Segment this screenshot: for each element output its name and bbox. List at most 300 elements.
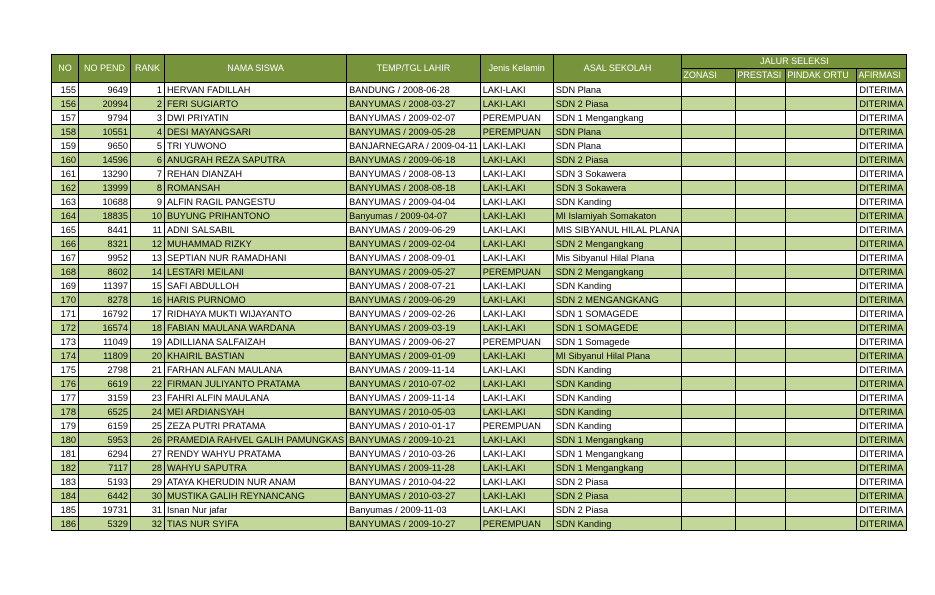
cell-rank: 4	[131, 125, 165, 139]
cell-no: 180	[52, 433, 79, 447]
cell-jenis-kelamin: LAKI-LAKI	[480, 461, 553, 475]
table-row	[52, 461, 907, 475]
cell-no: 162	[52, 181, 79, 195]
header-pindak-ortu: PINDAK ORTU	[786, 69, 857, 83]
cell-no: 166	[52, 237, 79, 251]
cell-temp-tgl-lahir: BANYUMAS / 2009-06-29	[347, 293, 481, 307]
cell-jenis-kelamin: LAKI-LAKI	[480, 363, 553, 377]
cell-zonasi	[682, 307, 736, 321]
cell-jenis-kelamin: LAKI-LAKI	[480, 83, 553, 97]
cell-no: 185	[52, 503, 79, 517]
cell-no-pend: 8441	[79, 223, 131, 237]
cell-jenis-kelamin: LAKI-LAKI	[480, 307, 553, 321]
cell-no: 183	[52, 475, 79, 489]
table-row	[52, 209, 907, 223]
cell-pindak-ortu	[786, 335, 857, 349]
cell-temp-tgl-lahir: BANYUMAS / 2010-07-02	[347, 377, 481, 391]
cell-pindak-ortu	[786, 153, 857, 167]
cell-asal-sekolah: MI Islamiyah Somakaton	[553, 209, 682, 223]
cell-afirmasi: DITERIMA	[857, 167, 907, 181]
cell-rank: 3	[131, 111, 165, 125]
cell-rank: 32	[131, 517, 165, 531]
table-row	[52, 405, 907, 419]
cell-temp-tgl-lahir: BANYUMAS / 2009-11-14	[347, 391, 481, 405]
cell-rank: 31	[131, 503, 165, 517]
cell-zonasi	[682, 503, 736, 517]
table-row	[52, 111, 907, 125]
cell-nama-siswa: ROMANSAH	[165, 181, 347, 195]
cell-no-pend: 5953	[79, 433, 131, 447]
cell-no-pend: 6159	[79, 419, 131, 433]
cell-temp-tgl-lahir: BANYUMAS / 2009-06-29	[347, 223, 481, 237]
cell-zonasi	[682, 321, 736, 335]
cell-jenis-kelamin: LAKI-LAKI	[480, 251, 553, 265]
cell-no-pend: 9649	[79, 83, 131, 97]
table-row	[52, 265, 907, 279]
cell-afirmasi: DITERIMA	[857, 349, 907, 363]
cell-afirmasi: DITERIMA	[857, 405, 907, 419]
cell-pindak-ortu	[786, 195, 857, 209]
cell-no: 181	[52, 447, 79, 461]
student-selection-table	[51, 54, 907, 531]
cell-pindak-ortu	[786, 83, 857, 97]
cell-temp-tgl-lahir: BANJARNEGARA / 2009-04-11	[347, 139, 481, 153]
cell-pindak-ortu	[786, 391, 857, 405]
cell-nama-siswa: DWI PRIYATIN	[165, 111, 347, 125]
cell-nama-siswa: REHAN DIANZAH	[165, 167, 347, 181]
cell-temp-tgl-lahir: BANDUNG / 2008-06-28	[347, 83, 481, 97]
cell-zonasi	[682, 167, 736, 181]
cell-pindak-ortu	[786, 349, 857, 363]
cell-no-pend: 5329	[79, 517, 131, 531]
cell-prestasi	[736, 181, 786, 195]
table-row	[52, 363, 907, 377]
table-row	[52, 335, 907, 349]
cell-temp-tgl-lahir: BANYUMAS / 2009-11-28	[347, 461, 481, 475]
cell-temp-tgl-lahir: BANYUMAS / 2010-05-03	[347, 405, 481, 419]
cell-jenis-kelamin: LAKI-LAKI	[480, 293, 553, 307]
cell-afirmasi: DITERIMA	[857, 111, 907, 125]
header-prestasi: PRESTASI	[736, 69, 786, 83]
cell-no-pend: 13999	[79, 181, 131, 195]
header-jenis-kelamin: Jenis Kelamin	[480, 55, 553, 83]
cell-zonasi	[682, 209, 736, 223]
cell-afirmasi: DITERIMA	[857, 517, 907, 531]
cell-no: 165	[52, 223, 79, 237]
cell-asal-sekolah: SDN 1 Somagede	[553, 335, 682, 349]
cell-nama-siswa: ZEZA PUTRI PRATAMA	[165, 419, 347, 433]
cell-zonasi	[682, 251, 736, 265]
cell-rank: 15	[131, 279, 165, 293]
cell-prestasi	[736, 83, 786, 97]
header-afirmasi: AFIRMASI	[857, 69, 907, 83]
cell-afirmasi: DITERIMA	[857, 489, 907, 503]
cell-pindak-ortu	[786, 111, 857, 125]
cell-jenis-kelamin: PEREMPUAN	[480, 111, 553, 125]
cell-asal-sekolah: SDN Kanding	[553, 279, 682, 293]
cell-rank: 20	[131, 349, 165, 363]
cell-no-pend: 10688	[79, 195, 131, 209]
cell-nama-siswa: DESI MAYANGSARI	[165, 125, 347, 139]
cell-zonasi	[682, 447, 736, 461]
cell-no-pend: 8278	[79, 293, 131, 307]
cell-pindak-ortu	[786, 517, 857, 531]
cell-no-pend: 3159	[79, 391, 131, 405]
cell-rank: 26	[131, 433, 165, 447]
cell-no: 168	[52, 265, 79, 279]
cell-afirmasi: DITERIMA	[857, 391, 907, 405]
cell-pindak-ortu	[786, 447, 857, 461]
header-jalur-seleksi: JALUR SELEKSI	[682, 55, 907, 69]
cell-no-pend: 9952	[79, 251, 131, 265]
cell-zonasi	[682, 517, 736, 531]
cell-prestasi	[736, 377, 786, 391]
cell-temp-tgl-lahir: BANYUMAS / 2008-03-27	[347, 97, 481, 111]
cell-pindak-ortu	[786, 223, 857, 237]
cell-rank: 28	[131, 461, 165, 475]
cell-pindak-ortu	[786, 363, 857, 377]
cell-prestasi	[736, 153, 786, 167]
cell-asal-sekolah: SDN Kanding	[553, 419, 682, 433]
table-row	[52, 321, 907, 335]
cell-jenis-kelamin: LAKI-LAKI	[480, 279, 553, 293]
cell-nama-siswa: ANUGRAH REZA SAPUTRA	[165, 153, 347, 167]
cell-jenis-kelamin: LAKI-LAKI	[480, 153, 553, 167]
cell-rank: 27	[131, 447, 165, 461]
cell-prestasi	[736, 419, 786, 433]
cell-no: 178	[52, 405, 79, 419]
cell-no-pend: 10551	[79, 125, 131, 139]
cell-prestasi	[736, 307, 786, 321]
cell-no: 160	[52, 153, 79, 167]
table-row	[52, 195, 907, 209]
cell-no: 174	[52, 349, 79, 363]
cell-asal-sekolah: SDN 1 SOMAGEDE	[553, 321, 682, 335]
cell-prestasi	[736, 461, 786, 475]
header-no-pend: NO PEND	[79, 55, 131, 83]
cell-rank: 1	[131, 83, 165, 97]
cell-no: 167	[52, 251, 79, 265]
cell-no-pend: 9794	[79, 111, 131, 125]
cell-zonasi	[682, 461, 736, 475]
cell-asal-sekolah: MI Sibyanul Hilal Plana	[553, 349, 682, 363]
table-row	[52, 223, 907, 237]
cell-nama-siswa: ATAYA KHERUDIN NUR ANAM	[165, 475, 347, 489]
table-row	[52, 293, 907, 307]
cell-temp-tgl-lahir: BANYUMAS / 2010-04-22	[347, 475, 481, 489]
cell-nama-siswa: FIRMAN JULIYANTO PRATAMA	[165, 377, 347, 391]
cell-prestasi	[736, 517, 786, 531]
cell-nama-siswa: MEI ARDIANSYAH	[165, 405, 347, 419]
cell-prestasi	[736, 265, 786, 279]
cell-no-pend: 6294	[79, 447, 131, 461]
cell-no: 184	[52, 489, 79, 503]
cell-nama-siswa: HARIS PURNOMO	[165, 293, 347, 307]
table-row	[52, 181, 907, 195]
cell-jenis-kelamin: LAKI-LAKI	[480, 97, 553, 111]
cell-afirmasi: DITERIMA	[857, 125, 907, 139]
cell-afirmasi: DITERIMA	[857, 181, 907, 195]
cell-jenis-kelamin: LAKI-LAKI	[480, 139, 553, 153]
cell-zonasi	[682, 405, 736, 419]
cell-afirmasi: DITERIMA	[857, 461, 907, 475]
cell-jenis-kelamin: LAKI-LAKI	[480, 321, 553, 335]
cell-nama-siswa: RIDHAYA MUKTI WIJAYANTO	[165, 307, 347, 321]
cell-nama-siswa: ALFIN RAGIL PANGESTU	[165, 195, 347, 209]
cell-zonasi	[682, 265, 736, 279]
cell-asal-sekolah: SDN Kanding	[553, 405, 682, 419]
cell-rank: 2	[131, 97, 165, 111]
cell-afirmasi: DITERIMA	[857, 209, 907, 223]
cell-rank: 23	[131, 391, 165, 405]
cell-asal-sekolah: SDN 2 Mengangkang	[553, 237, 682, 251]
cell-no-pend: 13290	[79, 167, 131, 181]
cell-jenis-kelamin: LAKI-LAKI	[480, 195, 553, 209]
header-nama-siswa: NAMA SISWA	[165, 55, 347, 83]
cell-no: 164	[52, 209, 79, 223]
table-row	[52, 251, 907, 265]
cell-no: 171	[52, 307, 79, 321]
cell-pindak-ortu	[786, 97, 857, 111]
cell-zonasi	[682, 237, 736, 251]
table-row	[52, 503, 907, 517]
cell-zonasi	[682, 377, 736, 391]
cell-temp-tgl-lahir: BANYUMAS / 2008-08-13	[347, 167, 481, 181]
cell-temp-tgl-lahir: BANYUMAS / 2010-03-26	[347, 447, 481, 461]
cell-afirmasi: DITERIMA	[857, 97, 907, 111]
cell-temp-tgl-lahir: BANYUMAS / 2009-10-21	[347, 433, 481, 447]
cell-asal-sekolah: SDN 2 Piasa	[553, 97, 682, 111]
cell-afirmasi: DITERIMA	[857, 447, 907, 461]
cell-no: 179	[52, 419, 79, 433]
cell-jenis-kelamin: LAKI-LAKI	[480, 503, 553, 517]
cell-zonasi	[682, 195, 736, 209]
cell-no-pend: 11809	[79, 349, 131, 363]
cell-temp-tgl-lahir: BANYUMAS / 2009-05-28	[347, 125, 481, 139]
cell-afirmasi: DITERIMA	[857, 503, 907, 517]
cell-nama-siswa: PRAMEDIA RAHVEL GALIH PAMUNGKAS	[165, 433, 347, 447]
table-row	[52, 97, 907, 111]
cell-no-pend: 18835	[79, 209, 131, 223]
cell-zonasi	[682, 433, 736, 447]
cell-afirmasi: DITERIMA	[857, 377, 907, 391]
cell-prestasi	[736, 349, 786, 363]
cell-jenis-kelamin: LAKI-LAKI	[480, 167, 553, 181]
cell-afirmasi: DITERIMA	[857, 475, 907, 489]
cell-prestasi	[736, 433, 786, 447]
cell-zonasi	[682, 223, 736, 237]
cell-no: 177	[52, 391, 79, 405]
cell-pindak-ortu	[786, 461, 857, 475]
cell-asal-sekolah: SDN Kanding	[553, 377, 682, 391]
cell-afirmasi: DITERIMA	[857, 153, 907, 167]
cell-jenis-kelamin: LAKI-LAKI	[480, 349, 553, 363]
cell-no: 158	[52, 125, 79, 139]
cell-rank: 16	[131, 293, 165, 307]
cell-nama-siswa: TRI YUWONO	[165, 139, 347, 153]
table-row	[52, 237, 907, 251]
cell-prestasi	[736, 475, 786, 489]
cell-rank: 18	[131, 321, 165, 335]
cell-no-pend: 20994	[79, 97, 131, 111]
cell-asal-sekolah: SDN 2 Piasa	[553, 503, 682, 517]
cell-prestasi	[736, 405, 786, 419]
cell-no-pend: 2798	[79, 363, 131, 377]
cell-no: 169	[52, 279, 79, 293]
cell-no-pend: 6619	[79, 377, 131, 391]
cell-afirmasi: DITERIMA	[857, 335, 907, 349]
cell-prestasi	[736, 125, 786, 139]
cell-zonasi	[682, 83, 736, 97]
cell-pindak-ortu	[786, 419, 857, 433]
cell-temp-tgl-lahir: BANYUMAS / 2008-08-18	[347, 181, 481, 195]
cell-pindak-ortu	[786, 279, 857, 293]
cell-asal-sekolah: SDN 2 Mengangkang	[553, 265, 682, 279]
cell-prestasi	[736, 363, 786, 377]
table-row	[52, 447, 907, 461]
cell-jenis-kelamin: LAKI-LAKI	[480, 181, 553, 195]
cell-temp-tgl-lahir: Banyumas / 2009-04-07	[347, 209, 481, 223]
header-rank: RANK	[131, 55, 165, 83]
cell-temp-tgl-lahir: BANYUMAS / 2008-07-21	[347, 279, 481, 293]
cell-zonasi	[682, 153, 736, 167]
cell-temp-tgl-lahir: Banyumas / 2009-11-03	[347, 503, 481, 517]
cell-zonasi	[682, 181, 736, 195]
cell-zonasi	[682, 279, 736, 293]
cell-no-pend: 8602	[79, 265, 131, 279]
cell-prestasi	[736, 503, 786, 517]
cell-temp-tgl-lahir: BANYUMAS / 2009-02-07	[347, 111, 481, 125]
cell-zonasi	[682, 293, 736, 307]
cell-temp-tgl-lahir: BANYUMAS / 2008-09-01	[347, 251, 481, 265]
cell-prestasi	[736, 195, 786, 209]
cell-jenis-kelamin: LAKI-LAKI	[480, 223, 553, 237]
cell-prestasi	[736, 321, 786, 335]
cell-asal-sekolah: SDN 2 Piasa	[553, 489, 682, 503]
cell-rank: 11	[131, 223, 165, 237]
cell-asal-sekolah: SDN Plana	[553, 125, 682, 139]
cell-zonasi	[682, 391, 736, 405]
cell-no-pend: 19731	[79, 503, 131, 517]
cell-temp-tgl-lahir: BANYUMAS / 2009-01-09	[347, 349, 481, 363]
cell-jenis-kelamin: LAKI-LAKI	[480, 377, 553, 391]
cell-asal-sekolah: SDN 1 SOMAGEDE	[553, 307, 682, 321]
cell-zonasi	[682, 125, 736, 139]
cell-nama-siswa: KHAIRIL BASTIAN	[165, 349, 347, 363]
cell-no: 175	[52, 363, 79, 377]
cell-nama-siswa: SAFI ABDULLOH	[165, 279, 347, 293]
cell-pindak-ortu	[786, 293, 857, 307]
cell-rank: 21	[131, 363, 165, 377]
cell-afirmasi: DITERIMA	[857, 83, 907, 97]
cell-no: 186	[52, 517, 79, 531]
cell-pindak-ortu	[786, 181, 857, 195]
cell-afirmasi: DITERIMA	[857, 195, 907, 209]
cell-no: 157	[52, 111, 79, 125]
cell-nama-siswa: LESTARI MEILANI	[165, 265, 347, 279]
cell-no-pend: 5193	[79, 475, 131, 489]
cell-jenis-kelamin: LAKI-LAKI	[480, 489, 553, 503]
cell-no: 176	[52, 377, 79, 391]
cell-prestasi	[736, 251, 786, 265]
cell-no-pend: 14596	[79, 153, 131, 167]
cell-jenis-kelamin: LAKI-LAKI	[480, 433, 553, 447]
cell-pindak-ortu	[786, 237, 857, 251]
cell-prestasi	[736, 293, 786, 307]
header-asal-sekolah: ASAL SEKOLAH	[553, 55, 682, 83]
cell-zonasi	[682, 489, 736, 503]
cell-temp-tgl-lahir: BANYUMAS / 2009-06-18	[347, 153, 481, 167]
cell-asal-sekolah: SDN Kanding	[553, 517, 682, 531]
cell-nama-siswa: FARHAN ALFAN MAULANA	[165, 363, 347, 377]
cell-asal-sekolah: SDN 2 Piasa	[553, 153, 682, 167]
cell-no-pend: 6525	[79, 405, 131, 419]
cell-asal-sekolah: SDN Kanding	[553, 391, 682, 405]
cell-rank: 22	[131, 377, 165, 391]
cell-rank: 13	[131, 251, 165, 265]
cell-prestasi	[736, 209, 786, 223]
table-row	[52, 125, 907, 139]
table-row	[52, 433, 907, 447]
cell-temp-tgl-lahir: BANYUMAS / 2009-05-27	[347, 265, 481, 279]
cell-afirmasi: DITERIMA	[857, 237, 907, 251]
header-zonasi: ZONASI	[682, 69, 736, 83]
cell-temp-tgl-lahir: BANYUMAS / 2009-10-27	[347, 517, 481, 531]
cell-asal-sekolah: SDN Kanding	[553, 363, 682, 377]
cell-no: 156	[52, 97, 79, 111]
cell-temp-tgl-lahir: BANYUMAS / 2009-04-04	[347, 195, 481, 209]
cell-temp-tgl-lahir: BANYUMAS / 2009-02-04	[347, 237, 481, 251]
cell-asal-sekolah: SDN 1 Mengangkang	[553, 433, 682, 447]
cell-pindak-ortu	[786, 377, 857, 391]
cell-no: 172	[52, 321, 79, 335]
cell-zonasi	[682, 335, 736, 349]
cell-jenis-kelamin: LAKI-LAKI	[480, 209, 553, 223]
cell-temp-tgl-lahir: BANYUMAS / 2009-02-26	[347, 307, 481, 321]
cell-rank: 12	[131, 237, 165, 251]
cell-afirmasi: DITERIMA	[857, 363, 907, 377]
cell-prestasi	[736, 97, 786, 111]
table-row	[52, 489, 907, 503]
cell-jenis-kelamin: LAKI-LAKI	[480, 475, 553, 489]
cell-pindak-ortu	[786, 209, 857, 223]
cell-prestasi	[736, 237, 786, 251]
cell-prestasi	[736, 391, 786, 405]
cell-prestasi	[736, 111, 786, 125]
cell-jenis-kelamin: PEREMPUAN	[480, 265, 553, 279]
cell-pindak-ortu	[786, 125, 857, 139]
cell-zonasi	[682, 363, 736, 377]
cell-asal-sekolah: SDN 3 Sokawera	[553, 181, 682, 195]
table-row	[52, 377, 907, 391]
cell-rank: 25	[131, 419, 165, 433]
table-body	[52, 83, 907, 531]
cell-asal-sekolah: SDN 2 MENGANGKANG	[553, 293, 682, 307]
cell-no: 155	[52, 83, 79, 97]
table-row	[52, 139, 907, 153]
cell-afirmasi: DITERIMA	[857, 433, 907, 447]
cell-pindak-ortu	[786, 475, 857, 489]
cell-rank: 8	[131, 181, 165, 195]
cell-afirmasi: DITERIMA	[857, 307, 907, 321]
cell-jenis-kelamin: LAKI-LAKI	[480, 237, 553, 251]
cell-nama-siswa: Isnan Nur jafar	[165, 503, 347, 517]
cell-no-pend: 16792	[79, 307, 131, 321]
cell-asal-sekolah: SDN 3 Sokawera	[553, 167, 682, 181]
cell-temp-tgl-lahir: BANYUMAS / 2010-01-17	[347, 419, 481, 433]
cell-pindak-ortu	[786, 321, 857, 335]
cell-rank: 17	[131, 307, 165, 321]
